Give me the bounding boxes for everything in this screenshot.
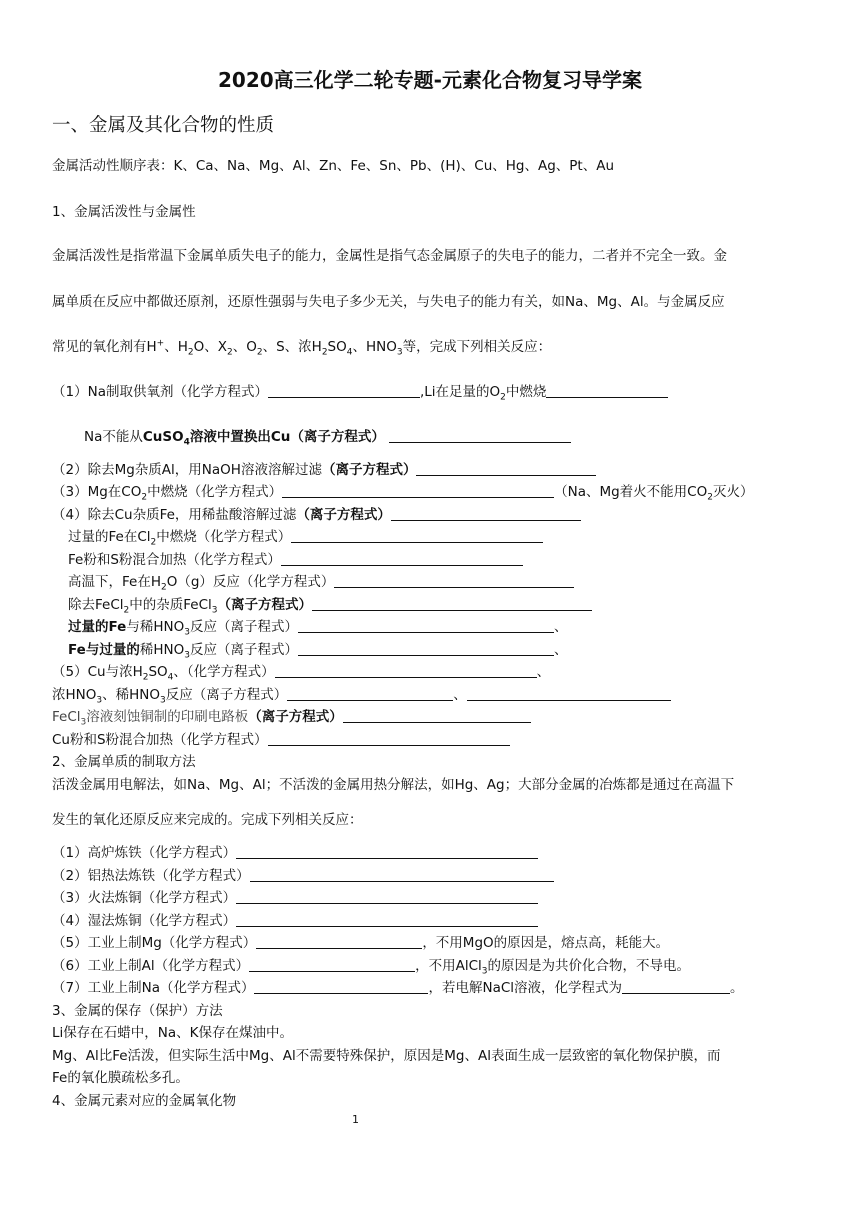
answer-blank[interactable] bbox=[287, 686, 453, 701]
answer-blank[interactable] bbox=[268, 383, 420, 398]
question-2: （2）除去Mg杂质Al，用NaOH溶液溶解过滤（离子方程式） bbox=[52, 460, 596, 480]
question-1: （1）Na制取供氧剂（化学方程式） ,Li在足量的$O_2$中燃烧 bbox=[52, 382, 668, 402]
paragraph-line: Mg、Al比Fe活泼，但实际生活中Mg、Al不需要特殊保护，原因是Mg、Al表面生成一层致密的氧化物保护膜，而 bbox=[52, 1048, 721, 1064]
production-item: （2）铝热法炼铁（化学方程式） bbox=[52, 866, 554, 886]
answer-blank[interactable] bbox=[282, 483, 554, 498]
production-item: （7）工业上制Na（化学方程式） ，若电解NaCl溶液，化学程式为 。 bbox=[52, 980, 744, 996]
production-item: （1）高炉炼铁（化学方程式） bbox=[52, 843, 538, 863]
answer-blank[interactable] bbox=[343, 708, 531, 723]
subsection-heading-3: 3、金属的保存（保护）方法 bbox=[52, 1003, 223, 1019]
answer-blank[interactable] bbox=[546, 383, 668, 398]
answer-blank[interactable] bbox=[391, 506, 581, 521]
answer-blank[interactable] bbox=[622, 979, 730, 994]
question-3: （3）Mg在$CO_2$中燃烧（化学方程式） （Na、Mg着火不能用$CO_2$灭火） bbox=[52, 484, 754, 503]
paragraph-line: 属单质在反应中都做还原剂，还原性强弱与失电子多少无关，与失电子的能力有关，如Na、Mg、Al。与金属反应 bbox=[52, 294, 725, 310]
answer-blank[interactable] bbox=[298, 618, 554, 633]
question-4: （4）除去Cu杂质Fe，用稀盐酸溶解过滤（离子方程式） bbox=[52, 505, 581, 525]
question-5-item: 浓$HNO_3$、稀$HNO_3$反应（离子方程式） 、 bbox=[52, 685, 671, 705]
answer-blank[interactable] bbox=[236, 844, 538, 859]
paragraph-line: 常见的氧化剂有H+、$H_2O$、$X_2$、$O_2$、S、浓$H_2SO_4$、$HNO_3$等，完成下列相关反应： bbox=[52, 338, 552, 358]
answer-blank[interactable] bbox=[334, 573, 574, 588]
page-number: 1 bbox=[352, 1113, 359, 1126]
subsection-heading-2: 2、金属单质的制取方法 bbox=[52, 754, 196, 770]
paragraph-line: 金属活泼性是指常温下金属单质失电子的能力，金属性是指气态金属原子的失电子的能力，二者并不完全一致。金 bbox=[52, 248, 727, 264]
answer-blank[interactable] bbox=[236, 889, 538, 904]
production-item: （3）火法炼铜（化学方程式） bbox=[52, 888, 538, 908]
answer-blank[interactable] bbox=[281, 551, 523, 566]
question-5-item: Cu粉和S粉混合加热（化学方程式） bbox=[52, 730, 510, 750]
paragraph-line: Li保存在石蜡中，Na、K保存在煤油中。 bbox=[52, 1025, 293, 1041]
subsection-heading-1: 1、金属活泼性与金属性 bbox=[52, 204, 196, 220]
production-item: （5）工业上制Mg（化学方程式） ，不用MgO的原因是，熔点高，耗能大。 bbox=[52, 935, 670, 951]
activity-series-line bbox=[52, 156, 614, 176]
question-1-sub: Na不能从CuSO$_4$溶液中置换出Cu（离子方程式） bbox=[84, 427, 571, 447]
answer-blank[interactable] bbox=[389, 428, 571, 443]
question-4-item: 过量的Fe与稀$HNO_3$反应（离子程式） 、 bbox=[68, 619, 568, 638]
paragraph-line: 活泼金属用电解法，如Na、Mg、Al；不活泼的金属用热分解法，如Hg、Ag；大部分金属的冶炼都是通过在高温下 bbox=[52, 777, 735, 793]
answer-blank[interactable] bbox=[256, 934, 422, 949]
paragraph-line: Fe的氧化膜疏松多孔。 bbox=[52, 1070, 189, 1086]
answer-blank[interactable] bbox=[312, 596, 592, 611]
section-heading-1: 一、金属及其化合物的性质 bbox=[52, 115, 275, 136]
answer-blank[interactable] bbox=[275, 663, 537, 678]
answer-blank[interactable] bbox=[249, 957, 415, 972]
production-item: （6）工业上制Al（化学方程式） ，不用AlCl$_3$的原因是为共价化合物，不导电。 bbox=[52, 958, 690, 977]
subsection-heading-4: 4、金属元素对应的金属氧化物 bbox=[52, 1093, 237, 1109]
question-4-item: 高温下，Fe在$H_2O(g)$反应（化学方程式） bbox=[68, 572, 574, 592]
answer-blank[interactable] bbox=[298, 641, 554, 656]
answer-blank[interactable] bbox=[291, 528, 543, 543]
answer-blank[interactable] bbox=[250, 867, 554, 882]
paragraph-line: 发生的氧化还原反应来完成的。完成下列相关反应： bbox=[52, 812, 363, 828]
question-4-item: 除去FeCl$_2$中的杂质FeCl$_3$（离子方程式） bbox=[68, 595, 592, 615]
answer-blank[interactable] bbox=[268, 731, 510, 746]
question-4-item: Fe与过量的稀$HNO_3$反应（离子程式） 、 bbox=[68, 642, 568, 661]
production-item: （4）湿法炼铜（化学方程式） bbox=[52, 911, 538, 931]
activity-series: K、Ca、Na、Mg、Al、Zn、Fe、Sn、Pb、(H)、Cu、Hg、Ag、Pt、Au bbox=[173, 158, 615, 174]
answer-blank[interactable] bbox=[467, 686, 671, 701]
question-4-item: Fe粉和S粉混合加热（化学方程式） bbox=[68, 550, 523, 570]
question-5-item: FeCl$_3$溶液刻蚀铜制的印刷电路板（离子方程式） bbox=[52, 707, 531, 727]
page-title: 2020高三化学二轮专题-元素化合物复习导学案 bbox=[218, 68, 642, 92]
question-4-item: 过量的Fe在$Cl_2$中燃烧（化学方程式） bbox=[68, 527, 543, 547]
question-5: （5）Cu与浓$H_2SO_4$、（化学方程式） 、 bbox=[52, 664, 551, 683]
answer-blank[interactable] bbox=[254, 979, 428, 994]
activity-label: 金属活动性顺序表： bbox=[52, 158, 174, 174]
answer-blank[interactable] bbox=[416, 461, 596, 476]
answer-blank[interactable] bbox=[236, 912, 538, 927]
